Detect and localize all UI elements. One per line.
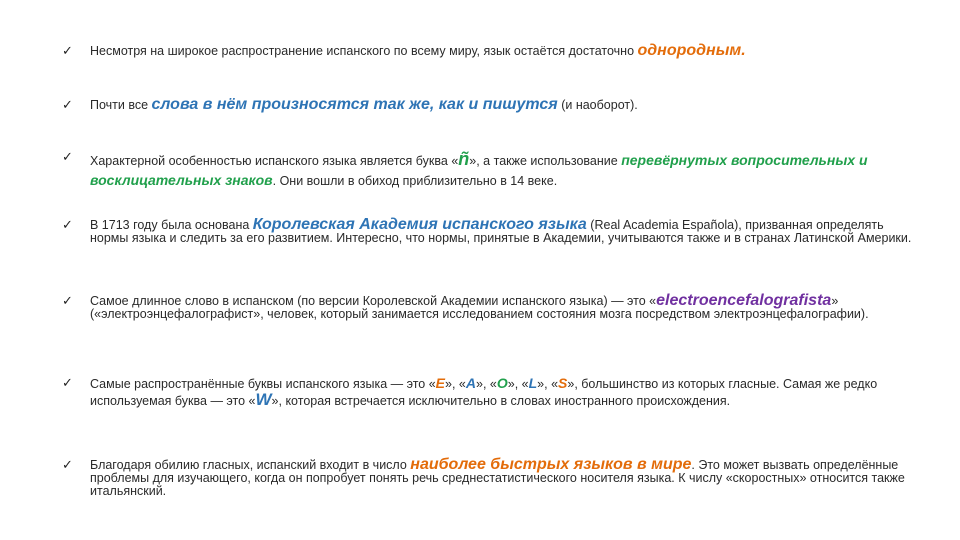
text-part: Самые распространённые буквы испанского языка — это «	[90, 377, 436, 391]
text-part: », а также использование	[469, 154, 622, 168]
letter-l: L	[528, 375, 538, 391]
item-text	[90, 458, 922, 498]
item-text	[90, 218, 922, 245]
text-part: », большинство из которых гласные. Самая же редко используемая буква — это «	[90, 377, 878, 408]
highlight-homogeneous: однородным.	[637, 42, 746, 59]
checkmark-icon: ✓	[62, 375, 73, 390]
checkmark-icon: ✓	[62, 217, 73, 232]
highlight-enye: ñ	[458, 149, 470, 169]
text-part: Характерной особенностью испанского языка является буква «	[90, 154, 459, 168]
text-part: Несмотря на широкое распространение испанского по всему миру, язык остаётся достаточно	[90, 44, 638, 58]
item-text	[90, 294, 922, 321]
letter-a: А	[465, 375, 476, 391]
text-part: . Они вошли в обиход приблизительно в 14 веке.	[272, 174, 558, 188]
text-part: (Real Academia Española), призванная определять нормы языка и следить за его развитием. Интересно, что нормы, принятые в Академии, учитываются также и в странах Латинской Америки.	[90, 218, 912, 245]
letter-e: Е	[435, 375, 446, 391]
letter-o: О	[496, 375, 508, 391]
text-part: В 1713 году была основана	[90, 218, 253, 232]
text-part: », «	[507, 377, 529, 391]
checkmark-icon: ✓	[62, 43, 73, 58]
highlight-inverted-marks: перевёрнутых вопросительных и восклицательных знаков	[90, 152, 868, 188]
checkmark-icon: ✓	[62, 457, 73, 472]
text-part: », «	[476, 377, 497, 391]
text-part: », «	[445, 377, 466, 391]
item-text	[90, 150, 922, 191]
highlight-fastest-languages: наиболее быстрых языков в мире	[410, 456, 692, 473]
text-part: Почти все	[90, 98, 152, 112]
item-text	[90, 376, 922, 409]
letter-s: S	[558, 375, 568, 391]
item-text	[90, 98, 922, 112]
checkmark-icon: ✓	[62, 97, 73, 112]
text-part: Благодаря обилию гласных, испанский входит в число	[90, 458, 411, 472]
item-text	[90, 44, 922, 58]
text-part: », которая встречается исключительно в словах иностранного происхождения.	[271, 394, 731, 408]
highlight-longest-word: electroencefalografista	[656, 292, 832, 309]
text-part: » («электроэнцефалографист», человек, который занимается исследованием состояния мозга посредством электроэнцефалографии).	[90, 294, 869, 321]
text-part: (и наоборот).	[557, 98, 638, 112]
text-part: », «	[537, 377, 559, 391]
checkmark-icon: ✓	[62, 293, 73, 308]
text-part: Самое длинное слово в испанском (по версии Королевской Академии испанского языка) — это «	[90, 294, 657, 308]
highlight-academy: Королевская Академия испанского языка	[252, 216, 587, 233]
text-part: . Это может вызвать определённые проблемы для изучающего, когда он попробует понять речь среднестатистического носителя языка. К числу «скоростных» относится также итальянский.	[90, 458, 905, 498]
highlight-pronunciation: слова в нём произносятся так же, как и пишутся	[151, 96, 558, 113]
letter-w: W	[255, 390, 272, 409]
checkmark-icon: ✓	[62, 149, 73, 164]
